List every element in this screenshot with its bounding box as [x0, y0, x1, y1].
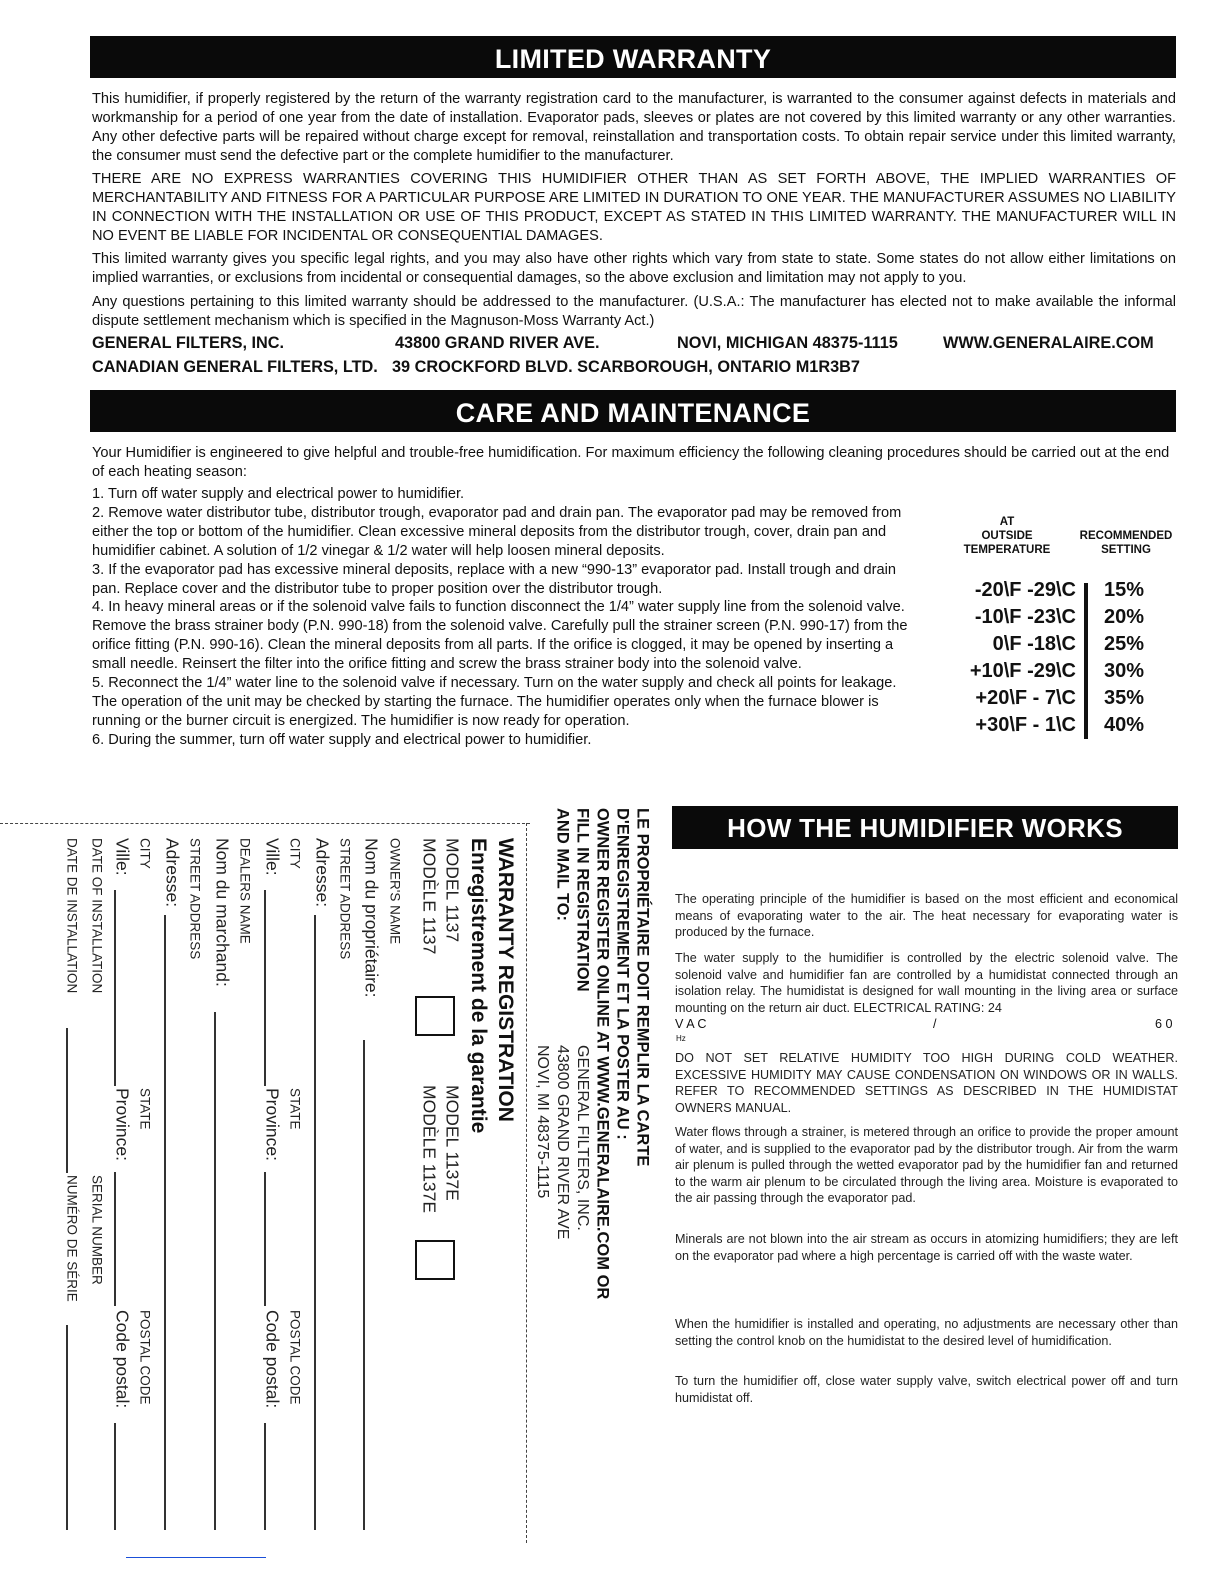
table-row	[940, 606, 1180, 633]
care-step: 3. If the evaporator pad has excessive mineral deposits, replace with a new “990-13” evaporator pad. Install trough and drain pan. Replace cover and the distributor tube to proper position over the distributor trough.	[92, 561, 896, 597]
electrical-vac: V A C	[675, 1017, 707, 1031]
table-row	[940, 633, 1180, 660]
table-row	[940, 714, 1180, 741]
us-company-line	[92, 333, 1176, 353]
serial-number-field[interactable]	[66, 1325, 68, 1530]
setting-cell: 35%	[1104, 687, 1145, 709]
warranty-paragraph-2: THERE ARE NO EXPRESS WARRANTIES COVERING THIS HUMIDIFIER OTHER THAN AS SET FORTH ABOVE, THE IMPLIED WARRANTIES OF MERCHANTABILITY AND FITNESS FOR A PARTICULAR PURPOSE ARE LIMITED IN DURATION TO ONE YEAR. THE MANUFACTURER ASSUMES NO LIABILITY IN CONNECTION WITH THE INSTALLATION OR USE OF THIS PRODUCT, EXCEPT AS STATED IN THIS LIMITED WARRANTY. THE MANUFACTURER WILL IN NO EVENT BE LIABLE FOR INCIDENTAL OR CONSEQUENTIAL DAMAGES.	[92, 171, 1176, 244]
dealer-street-label-french: Adresse:	[162, 838, 183, 908]
warranty-paragraph-4: Any questions pertaining to this limited warranty should be addressed to the manufacturer. (U.S.A.: The manufacturer has elected not to make available the informal dispute settlement mechanism which is specified in the Magnuson-Moss Warranty Act.)	[92, 294, 1176, 329]
care-steps-list	[92, 485, 922, 750]
street-address-field[interactable]	[314, 915, 316, 1530]
temperature-cell: +20\F - 7\C	[975, 687, 1076, 709]
how-paragraph-5: Minerals are not blown into the air stream as occurs in atomizing humidifiers; they are left on the evaporator pad where a high percentage is carried off with the waste water.	[675, 1232, 1178, 1263]
postal-code-field[interactable]	[264, 1423, 266, 1530]
street-address-label-french: Adresse:	[312, 838, 333, 908]
care-step: 2. Remove water distributor tube, distributor trough, evaporator pad and drain pan. The evaporator pad may be removed from either the top or bottom of the humidifier. Clean excessive mineral deposits from the distributor trough, cover, drain pan and humidifier cabinet. A solution of 1/2 vinegar & 1/2 water will help loosen mineral deposits.	[92, 504, 902, 559]
dealer-name-label: DEALERS NAME	[237, 838, 253, 944]
card-mail-address-city: NOVI, MI 48375-1115	[534, 1045, 551, 1199]
header-text: SETTING	[1101, 544, 1151, 556]
card-instruction-online: OWNER REGISTER ONLINE AT WWW.GENERALAIRE.COM OR	[593, 808, 612, 1300]
us-company-street: 43800 GRAND RIVER AVE.	[395, 334, 600, 352]
how-paragraph-1: The operating principle of the humidifier is based on the most efficient and economical means of evaporating water to the air. The heat necessary for evaporating water is produced by the furnace.	[675, 892, 1178, 940]
table-divider	[1084, 583, 1088, 739]
us-company-website: WWW.GENERALAIRE.COM	[943, 334, 1154, 352]
limited-warranty-heading: LIMITED WARRANTY	[90, 36, 1176, 78]
care-maintenance-heading: CARE AND MAINTENANCE	[90, 390, 1176, 432]
care-intro: Your Humidifier is engineered to give helpful and trouble-free humidification. For maximum efficiency the following cleaning procedures should be carried out at the end of each heating season:	[92, 445, 1170, 480]
cut-line-vertical	[526, 823, 527, 1543]
electrical-slash: /	[933, 1017, 937, 1031]
table-row	[940, 687, 1180, 714]
how-paragraph-6: When the humidifier is installed and operating, no adjustments are necessary other than setting the control knob on the humidistat to the desired level of humidification.	[675, 1317, 1178, 1348]
city-label-french: Ville:	[262, 838, 283, 876]
postal-code-label: POSTAL CODE	[287, 1310, 303, 1405]
us-company-city: NOVI, MICHIGAN 48375-1115	[677, 334, 898, 352]
how-paragraph-4: Water flows through a strainer, is metered through an orifice to provide the proper amount of water, and is supplied to the evaporator pad by the distributor trough. Air from the warm air plenum is pulled through the wetted evaporator pad by the humidifier fan and returned to the warm air plenum to be circulated through the living area. Moisture is evaporated to the air passing through the evaporator pad.	[675, 1125, 1178, 1206]
outside-temperature-header	[952, 515, 1062, 557]
state-label: STATE	[287, 1088, 303, 1130]
setting-cell: 15%	[1104, 579, 1145, 601]
setting-cell: 25%	[1104, 633, 1145, 655]
header-text: RECOMMENDED	[1079, 530, 1173, 542]
card-instruction-french-2: D'ENREGISTREMENT ET LA POSTER AU :	[613, 808, 632, 1140]
card-instruction-mail: AND MAIL TO:	[553, 808, 572, 922]
canada-company-address: 39 CROCKFORD BLVD. SCARBOROUGH, ONTARIO M1R3B7	[392, 358, 860, 376]
temperature-cell: -10\F -23\C	[974, 606, 1076, 628]
table-row	[940, 660, 1180, 687]
model-1137-label-french: MODÈLE 1137	[419, 838, 440, 955]
dealer-street-label: STREET ADDRESS	[187, 838, 203, 960]
card-mail-address-street: 43800 GRAND RIVER AVE	[554, 1045, 571, 1240]
model-1137-label: MODEL 1137	[442, 838, 463, 943]
recommended-setting-header	[1068, 529, 1184, 557]
header-text: TEMPERATURE	[963, 544, 1051, 556]
how-paragraph-2: The water supply to the humidifier is controlled by the electric solenoid valve. The solenoid valve and humidifier fan are controlled by a humidistat connected through an isolation relay. The humidistat is designed for wall mounting in the living area or surface mounting on the return air duct. ELECTRICAL RATING: 24	[675, 951, 1178, 1015]
warranty-paragraph-3: This limited warranty gives you specific legal rights, and you may also have other rights which vary from state to state. Some states do not allow either limitations on implied warranties, or exclusions from incidental or consequential damages, so the above exclusion and limitation may not apply to you.	[92, 251, 1176, 286]
temperature-cell: -20\F -29\C	[974, 579, 1076, 601]
dealer-postal-field[interactable]	[114, 1423, 116, 1530]
installation-date-field[interactable]	[66, 1028, 68, 1173]
setting-cell: 20%	[1104, 606, 1145, 628]
serial-number-label-french: NUMÉRO DE SÉRIE	[64, 1175, 80, 1302]
owner-name-label: OWNER'S NAME	[387, 838, 403, 945]
state-label-french: Province:	[262, 1088, 283, 1161]
card-instruction-french-1: LE PROPRIÉTAIRE DOIT REMPLIR LA CARTE	[633, 808, 652, 1167]
model-1137e-checkbox[interactable]	[415, 1240, 455, 1280]
dealer-state-field[interactable]	[114, 1172, 116, 1306]
table-row	[940, 579, 1180, 606]
dealer-name-label-french: Nom du marchand:	[212, 838, 233, 987]
dealer-name-field[interactable]	[214, 1012, 216, 1530]
how-paragraph-7: To turn the humidifier off, close water supply valve, switch electrical power off and turn humidistat off.	[675, 1374, 1178, 1405]
state-field[interactable]	[264, 1172, 266, 1306]
installation-date-label-french: DATE DE INSTALLATION	[64, 838, 80, 994]
city-label: CITY	[287, 838, 303, 869]
city-field[interactable]	[264, 890, 266, 1086]
how-paragraph-3: DO NOT SET RELATIVE HUMIDITY TOO HIGH DURING COLD WEATHER. EXCESSIVE HUMIDITY MAY CAUSE CONDENSATION ON WINDOWS OR IN WALLS. REFER TO RECOMMENDED SETTINGS AS DESCRIBED IN THE HUMIDISTAT OWNERS MANUAL.	[675, 1051, 1178, 1115]
temperature-cell: 0\F -18\C	[992, 633, 1076, 655]
card-mail-address-company: GENERAL FILTERS, INC.	[574, 1045, 591, 1231]
model-1137e-label: MODEL 1137E	[442, 1085, 463, 1201]
care-step: 5. Reconnect the 1/4” water line to the solenoid valve if necessary. Turn on the water supply and check all points for leakage. The operation of the unit may be checked by starting the furnace. The humidifier operates only when the furnace blower is running or the burner circuit is energized. The humidifier is now ready for operation.	[92, 675, 897, 729]
setting-cell: 30%	[1104, 660, 1145, 682]
warranty-paragraph-1: This humidifier, if properly registered by the return of the warranty registration card to the manufacturer, is warranted to the consumer against defects in materials and workmanship for a period of one year from the date of installation. Evaporator pads, sleeves or plates are not covered by this limited warranty or any other warranties. Any other defective parts will be repaired without charge except for removal, reinstallation and transportation costs. To obtain repair service under this limited warranty, the consumer must send the defective part or the complete humidifier to the manufacturer.	[92, 91, 1176, 164]
header-text: OUTSIDE	[981, 530, 1033, 542]
dealer-street-field[interactable]	[164, 915, 166, 1530]
dealer-city-label-french: Ville:	[112, 838, 133, 876]
us-company-name: GENERAL FILTERS, INC.	[92, 334, 285, 352]
electrical-60: 6 0	[1155, 1017, 1173, 1031]
postal-code-label-french: Code postal:	[262, 1310, 283, 1409]
temperature-cell: +30\F - 1\C	[975, 714, 1076, 736]
header-text: AT	[999, 516, 1015, 528]
street-address-label: STREET ADDRESS	[337, 838, 353, 960]
temperature-cell: +10\F -29\C	[969, 660, 1076, 682]
footer-underline	[126, 1557, 266, 1558]
setting-cell: 40%	[1104, 714, 1145, 736]
how-it-works-heading: HOW THE HUMIDIFIER WORKS	[672, 806, 1178, 849]
model-1137e-label-french: MODÈLE 1137E	[419, 1085, 440, 1214]
dealer-state-label-french: Province:	[112, 1088, 133, 1161]
card-title-english: WARRANTY REGISTRATION	[494, 838, 517, 1122]
care-step: 4. In heavy mineral areas or if the solenoid valve fails to function disconnect the 1/4” water supply line from the solenoid valve. Remove the brass strainer body (P.N. 990-18) from the solenoid valve. Carefully pull the strainer screen (P.N. 990-17) from the orifice fitting (P.N. 990-16). Clean the mineral deposits from all parts. If the orifice is clogged, it may be opened by inserting a small needle. Reinsert the filter into the orifice fitting and screw the brass strainer body into the solenoid valve.	[92, 599, 908, 673]
model-1137-checkbox[interactable]	[415, 996, 455, 1036]
dealer-city-label: CITY	[137, 838, 153, 869]
canada-company-name: CANADIAN GENERAL FILTERS, LTD.	[92, 358, 378, 376]
serial-number-label: SERIAL NUMBER	[89, 1175, 105, 1285]
owner-name-label-french: Nom du propriétaire:	[361, 838, 382, 998]
owner-name-field[interactable]	[363, 1040, 365, 1530]
dealer-city-field[interactable]	[114, 890, 116, 1086]
dealer-postal-label-french: Code postal:	[112, 1310, 133, 1409]
canada-company-line	[92, 357, 1176, 377]
card-instruction-fill: FILL IN REGISTRATION	[573, 808, 592, 992]
care-step: 6. During the summer, turn off water supply and electrical power to humidifier.	[92, 731, 592, 748]
installation-date-label: DATE OF INSTALLATION	[89, 838, 105, 994]
care-step: 1. Turn off water supply and electrical power to humidifier.	[92, 486, 465, 502]
card-title-french: Enregistrement de la garantie	[467, 838, 490, 1134]
electrical-hz: Hz	[676, 1034, 686, 1043]
cut-line-horizontal	[0, 823, 530, 824]
dealer-postal-label: POSTAL CODE	[137, 1310, 153, 1405]
dealer-state-label: STATE	[137, 1088, 153, 1130]
